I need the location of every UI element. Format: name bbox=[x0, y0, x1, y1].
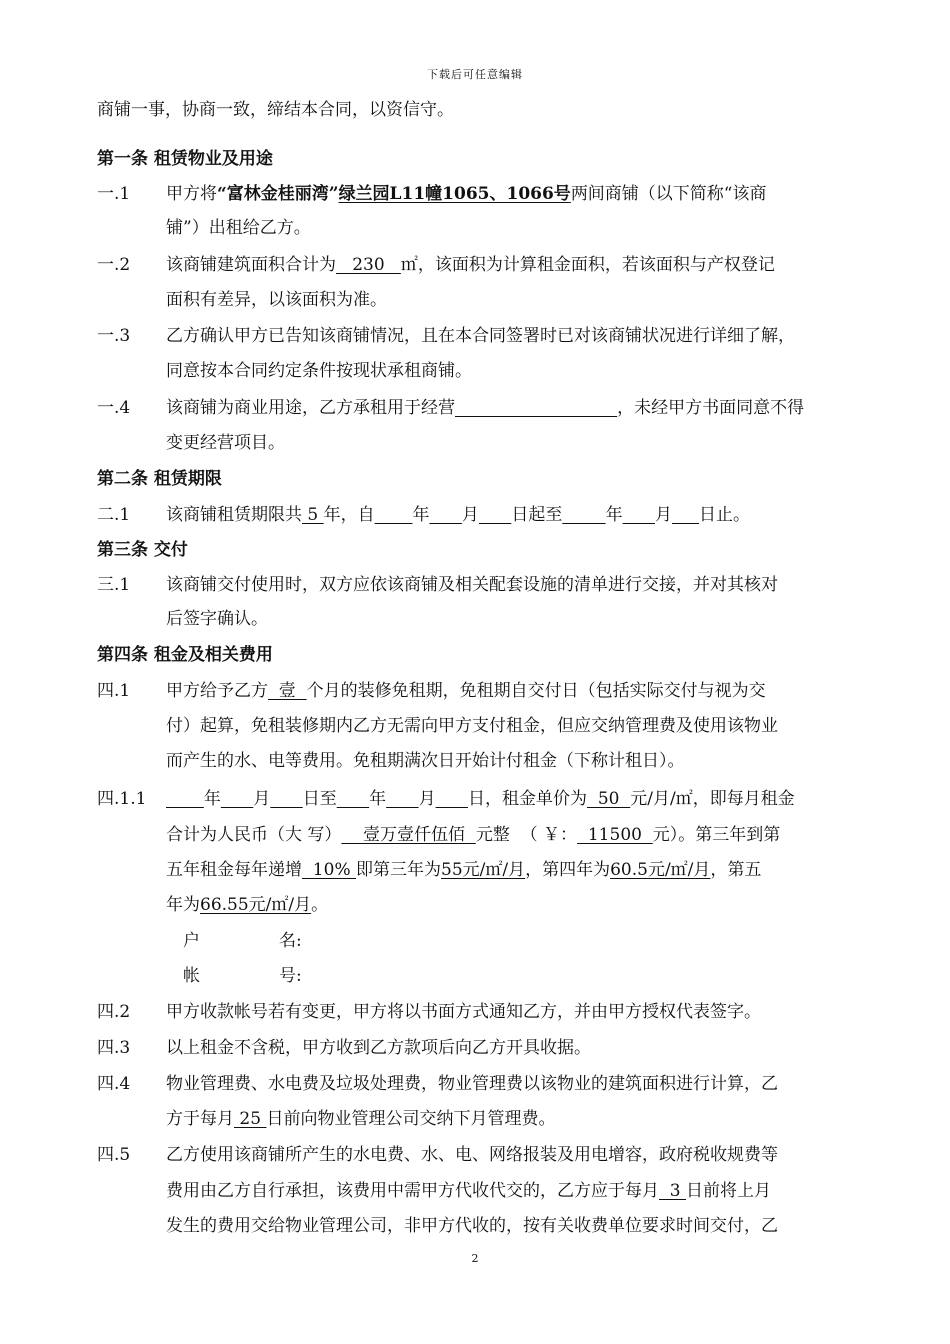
amount-in-words: 壹万壹仟伍佰 bbox=[341, 825, 476, 845]
increase-rate: 10% bbox=[302, 860, 356, 880]
area-field: 230 bbox=[336, 255, 401, 275]
unit-price: 50 bbox=[587, 789, 631, 809]
page-header: 下载后可任意编辑 bbox=[427, 68, 523, 81]
page-number: 2 bbox=[471, 1252, 479, 1265]
business-scope-blank bbox=[455, 398, 617, 418]
amount-in-figures: 11500 bbox=[577, 825, 653, 845]
